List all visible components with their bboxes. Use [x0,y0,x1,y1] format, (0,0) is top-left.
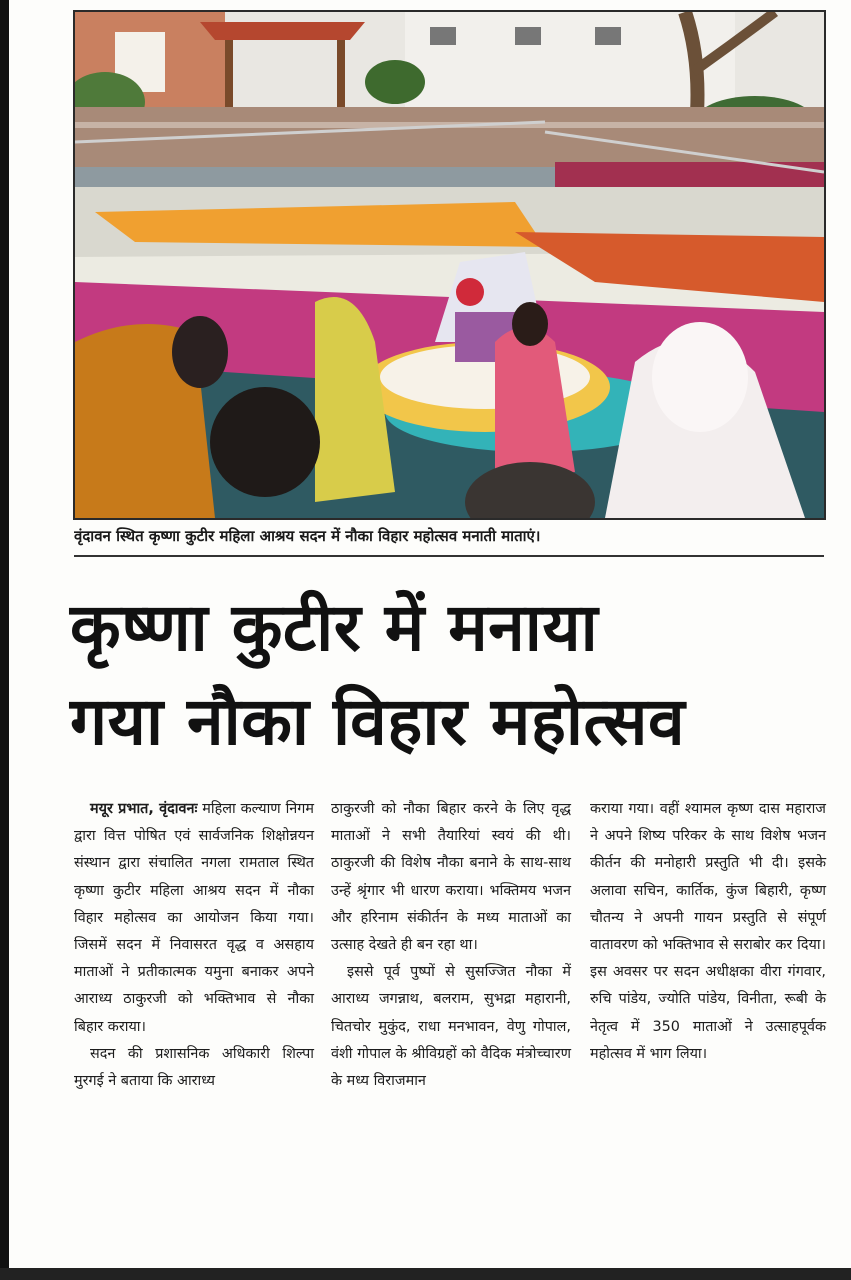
column-1-paragraph-1-text: महिला कल्याण निगम द्वारा वित्त पोषित एवं सार्वजनिक शिक्षोन्नयन संस्थान द्वारा संचालित नगला रामताल स्थित कृष्णा कुटीर महिला आश्रय सदन में नौका विहार महोत्सव का आयोजन किया गया। जिसमें सदन में निवासरत वृद्ध व असहाय माताओं ने प्रतीकात्मक यमुना बनाकर अपने आराध्य ठाकुरजी को भक्तिभाव से नौका बिहार कराया। [74,801,314,1035]
headline-line-2: गया नौका विहार महोत्सव [70,683,686,760]
article-column-1 [74,796,314,1095]
column-1-paragraph-2: सदन की प्रशासनिक अधिकारी शिल्पा मुरगई ने बताया कि आराध्य [74,1045,314,1090]
news-photo [73,10,826,520]
byline: मयूर प्रभात, वृंदावनः [90,801,198,817]
photo-illustration [75,12,824,518]
scan-edge-bottom [0,1268,851,1280]
scan-edge-left [0,0,9,1280]
article-column-3 [590,796,826,1068]
column-2-paragraph-2: इससे पूर्व पुष्पों से सुसज्जित नौका में आराध्य जगन्नाथ, बलराम, सुभद्रा महारानी, चितचोर मुकुंद, राधा मनभावन, वेणु गोपाल, वंशी गोपाल के श्रीविग्रहों को वैदिक मंत्रोच्चारण के मध्य विराजमान [331,964,571,1090]
column-1-paragraph-1 [74,796,314,1041]
article-column-2 [331,796,571,1095]
caption-divider [74,555,824,557]
photo-caption: वृंदावन स्थित कृष्णा कुटीर महिला आश्रय सदन में नौका विहार महोत्सव मनाती माताएं। [74,527,541,545]
headline-line-1: कृष्णा कुटीर में मनाया [70,589,599,666]
column-3-paragraph-1: कराया गया। वहीं श्यामल कृष्ण दास महाराज ने अपने शिष्य परिकर के साथ विशेष भजन कीर्तन की मनोहारी प्रस्तुति भी दी। इसके अलावा सचिन, कार्तिक, कुंज बिहारी, कृष्ण चौतन्य ने अपनी गायन प्रस्तुति से संपूर्ण वातावरण को भक्तिभाव से सराबोर कर दिया। इस अवसर पर सदन अधीक्षका वीरा गंगवार, रुचि पांडेय, ज्योति पांडेय, विनीता, रूबी के नेतृत्व में 350 माताओं ने उत्साहपूर्वक महोत्सव में भाग लिया। [590,801,826,1062]
column-2-paragraph-1: ठाकुरजी को नौका बिहार करने के लिए वृद्ध माताओं ने सभी तैयारियां स्वयं की थी। ठाकुरजी की विशेष नौका बनाने के साथ-साथ उन्हें श्रृंगार भी धारण कराया। भक्तिमय भजन और हरिनाम संकीर्तन के मध्य माताओं का उत्साह देखते ही बन रहा था। [331,801,571,954]
